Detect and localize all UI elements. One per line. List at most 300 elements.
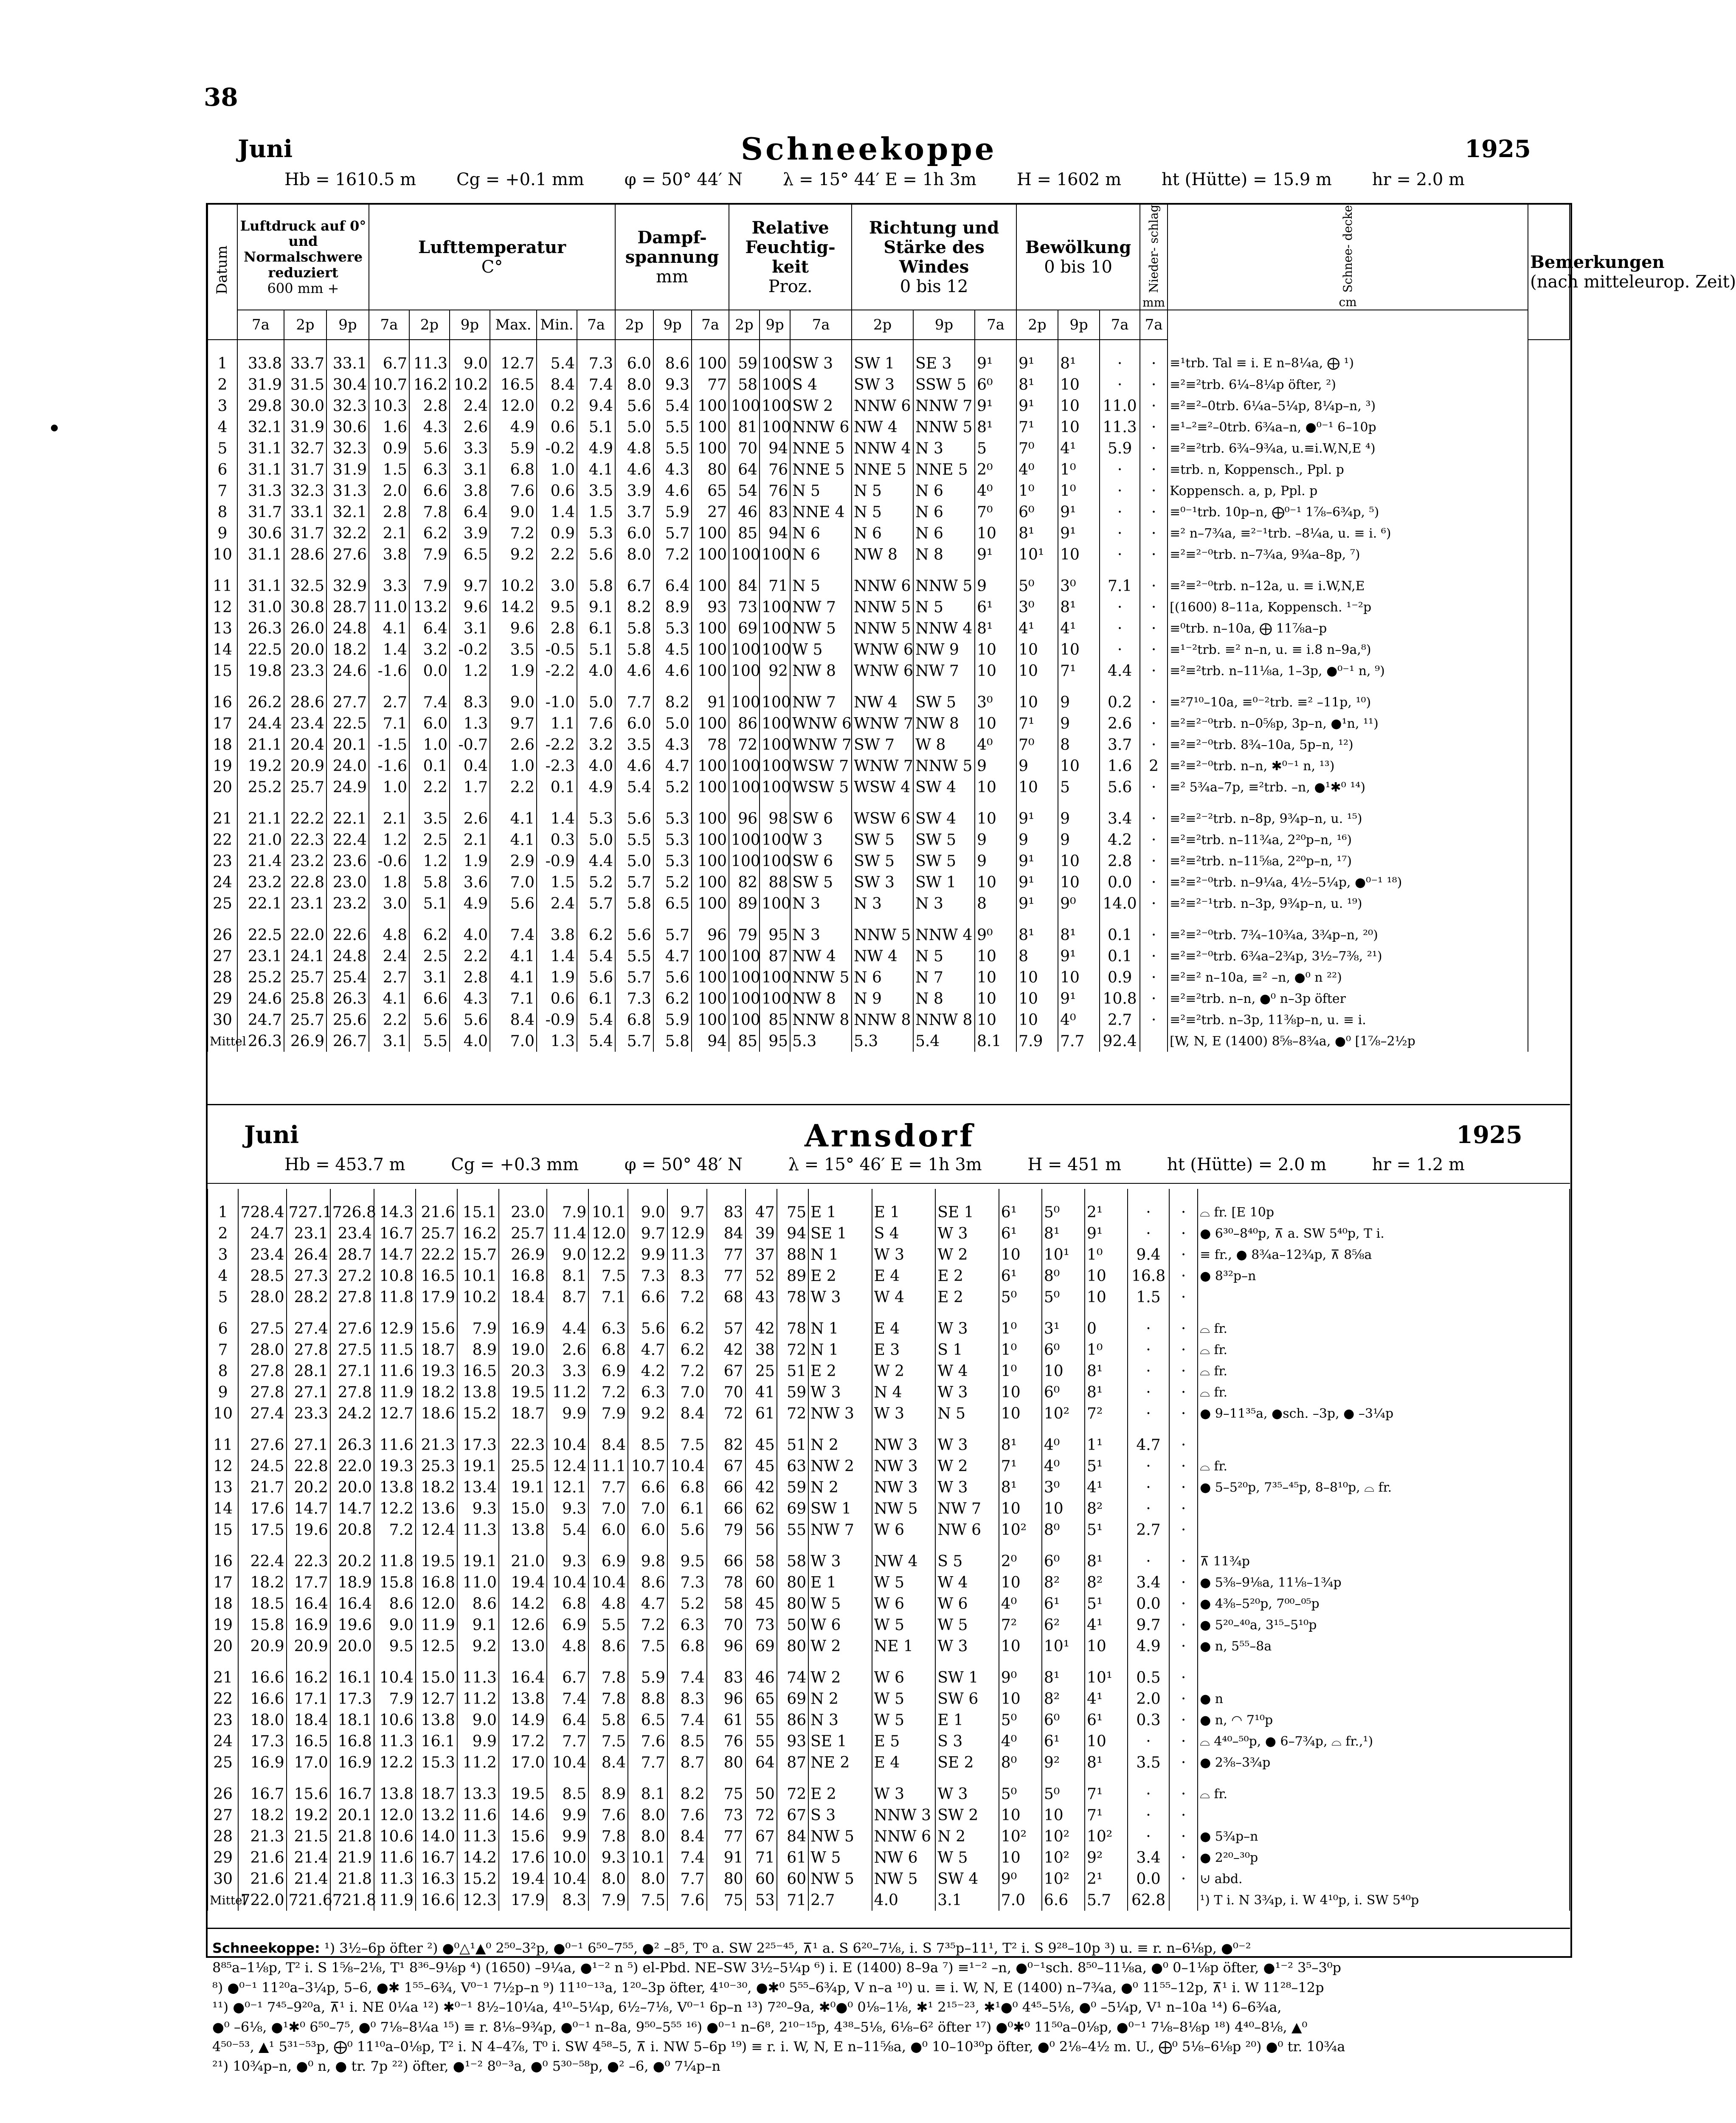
value-cell: 9⁰ (975, 924, 1016, 946)
value-cell: · (1140, 946, 1168, 967)
value-cell: 100 (729, 755, 760, 777)
value-cell: · (1100, 639, 1140, 660)
value-cell: 10.4 (547, 1752, 588, 1773)
date-cell: 7 (208, 480, 237, 501)
value-cell: 17.9 (499, 1889, 547, 1911)
value-cell: 16.4 (499, 1667, 547, 1688)
remark-cell: ≡²≡²⁻¹trb. n–3p, 9¾p–n, u. ¹⁹) (1168, 893, 1528, 914)
value-cell: 6.8 (615, 1009, 653, 1031)
value-cell: 21.3 (238, 1826, 286, 1847)
value-cell: 7⁰ (975, 501, 1016, 523)
value-cell: 2.1 (369, 808, 409, 829)
remark-cell: ● 8³²p–n (1198, 1265, 1570, 1287)
value-cell: -0.2 (450, 639, 490, 660)
value-cell: SE 1 (935, 1189, 999, 1223)
value-cell: 9.9 (628, 1244, 667, 1265)
value-cell: 14.2 (457, 1847, 499, 1868)
value-cell: 32.3 (284, 480, 326, 501)
value-cell: 85 (760, 1009, 790, 1031)
value-cell: 5.6 (615, 924, 653, 946)
value-cell: 4.8 (547, 1636, 588, 1657)
value-cell: 8.6 (457, 1593, 499, 1614)
value-cell: 11.8 (374, 1551, 416, 1572)
value-cell: 4.1 (490, 829, 537, 850)
value-cell: 42 (707, 1339, 746, 1360)
value-cell: 26.4 (287, 1244, 330, 1265)
value-cell: 22.2 (284, 808, 326, 829)
value-cell: 9 (975, 829, 1016, 850)
value-cell: · (1128, 1551, 1169, 1572)
value-cell: 10² (1042, 1868, 1085, 1889)
remark-cell: ≡²≡²trb. n–11⅛a, 1–3p, ●⁰⁻¹ n, ⁹) (1168, 660, 1528, 681)
value-cell: 18.7 (416, 1339, 457, 1360)
value-cell: 4.8 (369, 924, 409, 946)
value-cell: 9.5 (667, 1551, 707, 1572)
mean-row (208, 1889, 1570, 1911)
value-cell: 8¹ (1042, 1223, 1085, 1244)
value-cell: 59 (777, 1477, 808, 1498)
value-cell: 16.2 (457, 1223, 499, 1244)
value-cell: 45 (746, 1434, 777, 1456)
remark-cell: ⌓ fr. (1198, 1456, 1570, 1477)
value-cell: 9.4 (1128, 1244, 1169, 1265)
value-cell: 5.7 (577, 893, 615, 914)
param-hr: hr = 2.0 m (1372, 170, 1465, 189)
value-cell: 2.9 (490, 850, 537, 872)
value-cell: 60 (746, 1868, 777, 1889)
value-cell: 5.5 (653, 438, 692, 459)
value-cell: NNW 8 (913, 1009, 975, 1031)
value-cell: 25.5 (499, 1456, 547, 1477)
value-cell: 5.5 (409, 1031, 450, 1052)
value-cell: 24.2 (330, 1403, 374, 1424)
arnsdorf-rows (208, 1189, 1570, 1911)
value-cell: 63 (777, 1456, 808, 1477)
value-cell: E 3 (872, 1339, 936, 1360)
value-cell: 4.7 (653, 755, 692, 777)
day-row (208, 755, 1570, 777)
value-cell: 89 (777, 1265, 808, 1287)
value-cell: 8¹ (1085, 1752, 1128, 1773)
value-cell: 50 (777, 1614, 808, 1636)
value-cell: · (1169, 1382, 1198, 1403)
value-cell: 2.1 (450, 829, 490, 850)
value-cell: 100 (760, 374, 790, 395)
value-cell: 27.2 (330, 1265, 374, 1287)
value-cell: 100 (692, 523, 729, 544)
value-cell: 5.8 (588, 1709, 628, 1731)
date-cell: 4 (208, 1265, 238, 1287)
value-cell: 21.4 (237, 850, 284, 872)
value-cell: 7⁰ (1016, 438, 1058, 459)
value-cell: 4.9 (577, 438, 615, 459)
date-cell: Mittel (208, 1031, 237, 1052)
value-cell: 31.1 (237, 438, 284, 459)
value-cell: 84 (707, 1223, 746, 1244)
sub-2p: 2p (1016, 310, 1058, 340)
value-cell: 96 (707, 1688, 746, 1709)
param-phi: φ = 50° 44′ N (624, 170, 743, 189)
value-cell: 5.2 (667, 1593, 707, 1614)
value-cell: 20.9 (287, 1636, 330, 1657)
value-cell: 42 (746, 1477, 777, 1498)
remark-cell (1198, 1498, 1570, 1519)
value-cell: 4.9 (450, 893, 490, 914)
value-cell: 27.8 (287, 1339, 330, 1360)
day-row (208, 1783, 1570, 1805)
value-cell: NW 4 (790, 946, 852, 967)
value-cell: SSW 5 (913, 374, 975, 395)
value-cell: N 3 (808, 1709, 872, 1731)
value-cell: 8.7 (547, 1287, 588, 1308)
value-cell: 38 (746, 1339, 777, 1360)
remark-cell: ≡²≡² n–10a, ≡² –n, ●⁰ n ²²) (1168, 967, 1528, 988)
value-cell: 4.2 (628, 1360, 667, 1382)
day-row (208, 575, 1570, 597)
remark-cell: ≡²≡²⁻²trb. n–8p, 9¾p–n, u. ¹⁵) (1168, 808, 1528, 829)
value-cell: 6.8 (588, 1339, 628, 1360)
value-cell: 10 (975, 967, 1016, 988)
value-cell: 29.8 (237, 395, 284, 417)
value-cell: 14.7 (374, 1244, 416, 1265)
value-cell: 27.1 (287, 1434, 330, 1456)
value-cell: 27.8 (238, 1382, 286, 1403)
value-cell: 67 (746, 1826, 777, 1847)
value-cell: 71 (746, 1847, 777, 1868)
value-cell: 100 (692, 808, 729, 829)
station2-year: 1925 (1456, 1121, 1522, 1149)
value-cell: SW 1 (935, 1667, 999, 1688)
value-cell: W 3 (935, 1636, 999, 1657)
value-cell: 7.9 (409, 544, 450, 565)
value-cell: · (1128, 1826, 1169, 1847)
value-cell: 10.1 (588, 1189, 628, 1223)
value-cell: 16.7 (416, 1847, 457, 1868)
value-cell: 10 (999, 1403, 1042, 1424)
value-cell: 73 (729, 597, 760, 618)
value-cell: · (1140, 734, 1168, 755)
date-cell: 5 (208, 1287, 238, 1308)
value-cell: 25.7 (416, 1223, 457, 1244)
value-cell: 80 (692, 459, 729, 480)
footnote-line: ⁸) ●⁰⁻¹ 11²⁰a–3¼p, 5–6, ●✱ 1⁵⁵–6¾, V⁰⁻¹ 7½p–n ⁹) 11¹⁰⁻¹³a, 1²⁰–3p öfter, 4¹⁰⁻³⁰, ●✱⁰ 5⁵⁵–6¾p, V n–a ¹⁰) u. ≡ i. W, N, E (1400) n–7¾a, ●⁰ 11⁵⁵–12p, ⊼¹ i. W 11²⁸–12p (212, 1979, 1324, 1996)
value-cell (1169, 1889, 1198, 1911)
value-cell: 3.5 (490, 639, 537, 660)
value-cell: 8⁰ (1042, 1519, 1085, 1540)
value-cell: 3⁰ (1058, 575, 1100, 597)
value-cell: 20.1 (326, 734, 369, 755)
value-cell: S 3 (935, 1731, 999, 1752)
value-cell: 8⁰ (999, 1752, 1042, 1773)
value-cell: 10.2 (457, 1287, 499, 1308)
value-cell: 9 (1016, 829, 1058, 850)
value-cell: 2.4 (369, 946, 409, 967)
value-cell: 12.0 (416, 1593, 457, 1614)
value-cell: 7¹ (1085, 1805, 1128, 1826)
value-cell: 7.4 (667, 1847, 707, 1868)
value-cell: 16.1 (416, 1731, 457, 1752)
value-cell: 31.3 (326, 480, 369, 501)
value-cell: 19.3 (416, 1360, 457, 1382)
date-cell: 13 (208, 1477, 238, 1498)
value-cell: 1.9 (450, 850, 490, 872)
footnote-line: ¹) 3½–6p öfter ²) ●⁰△¹▲⁰ 2⁵⁰–3²p, ●⁰⁻¹ 6⁵⁰–7⁵⁵, ●² –8⁵, T⁰ a. SW 2²⁵⁻⁴⁵, ⊼¹ a. S 6²⁰–7⅛, i. S 7³⁵p–11¹, T² i. S 9²⁸–10p ³) u. ≡ r. n–6⅛p, ●⁰⁻² (324, 1940, 1251, 1956)
value-cell: 0.4 (450, 755, 490, 777)
value-cell: 6.2 (409, 924, 450, 946)
value-cell: 86 (777, 1709, 808, 1731)
value-cell: 10.6 (374, 1826, 416, 1847)
value-cell: · (1100, 501, 1140, 523)
value-cell: 100 (760, 597, 790, 618)
value-cell: 16.7 (238, 1783, 286, 1805)
remark-cell: ≡² 5¾a–7p, ≡²trb. –n, ●¹✱⁰ ¹⁴) (1168, 777, 1528, 798)
remark-cell: ≡²≡²trb. n–11¾a, 2²⁰p–n, ¹⁶) (1168, 829, 1528, 850)
value-cell: W 5 (808, 1847, 872, 1868)
value-cell: 5.7 (615, 872, 653, 893)
value-cell: 6.9 (547, 1614, 588, 1636)
value-cell: 19.1 (457, 1551, 499, 1572)
value-cell: 1.3 (537, 1031, 577, 1052)
remark-cell (1198, 1434, 1570, 1456)
value-cell: N 6 (913, 501, 975, 523)
value-cell: W 5 (790, 639, 852, 660)
value-cell: 25.6 (326, 1009, 369, 1031)
value-cell: 100 (760, 967, 790, 988)
value-cell: 6.3 (409, 459, 450, 480)
value-cell: 54 (729, 480, 760, 501)
value-cell: 4.6 (653, 480, 692, 501)
value-cell: 100 (760, 893, 790, 914)
date-cell: 10 (208, 1403, 238, 1424)
row-spacer (208, 1540, 1570, 1551)
value-cell: 22.8 (287, 1456, 330, 1477)
value-cell: 7.9 (588, 1889, 628, 1911)
sub-min: Min. (537, 310, 577, 340)
row-spacer (208, 1657, 1570, 1667)
value-cell: 22.3 (284, 829, 326, 850)
value-cell: N 8 (913, 544, 975, 565)
value-cell: 3.0 (369, 893, 409, 914)
header-bem: Bemerkungen (1530, 252, 1665, 272)
value-cell: 91 (707, 1847, 746, 1868)
value-cell: 16.2 (409, 374, 450, 395)
value-cell: 6.6 (409, 480, 450, 501)
value-cell: 3.1 (450, 618, 490, 639)
value-cell: 100 (692, 340, 729, 374)
value-cell: 2.5 (409, 829, 450, 850)
value-cell: 68 (707, 1287, 746, 1308)
value-cell: 1.1 (537, 713, 577, 734)
value-cell: W 2 (935, 1456, 999, 1477)
value-cell: W 3 (872, 1403, 936, 1424)
value-cell: 7.8 (409, 501, 450, 523)
value-cell: 2.2 (409, 777, 450, 798)
value-cell: SW 7 (852, 734, 913, 755)
value-cell: 0.1 (409, 755, 450, 777)
value-cell: 19.3 (374, 1456, 416, 1477)
param-h: H = 1602 m (1016, 170, 1122, 189)
sub-7a: 7a (369, 310, 409, 340)
value-cell: 23.1 (284, 893, 326, 914)
station1-year: 1925 (1465, 135, 1531, 163)
value-cell: 726.8 (330, 1189, 374, 1223)
value-cell: W 6 (872, 1593, 936, 1614)
value-cell: 10 (1042, 1805, 1085, 1826)
value-cell: 10 (1085, 1731, 1128, 1752)
remark-cell: ⊍ abd. (1198, 1868, 1570, 1889)
value-cell: NNW 5 (852, 924, 913, 946)
param-cg: Cg = +0.3 mm (451, 1155, 579, 1174)
header-schnee: Schnee- decke (1340, 205, 1355, 293)
value-cell: 16.2 (287, 1667, 330, 1688)
value-cell: 78 (777, 1318, 808, 1339)
value-cell: E 4 (872, 1318, 936, 1339)
value-cell: 17.2 (499, 1731, 547, 1752)
value-cell: 2.7 (1100, 1009, 1140, 1031)
value-cell: 7.4 (667, 1667, 707, 1688)
value-cell: -0.9 (537, 1009, 577, 1031)
day-row (208, 1614, 1570, 1636)
value-cell: 14.7 (330, 1498, 374, 1519)
value-cell: 10 (975, 946, 1016, 967)
day-row (208, 1189, 1570, 1223)
value-cell: 27.5 (238, 1318, 286, 1339)
day-row (208, 1477, 1570, 1498)
value-cell: 1.5 (577, 501, 615, 523)
value-cell: SE 3 (913, 340, 975, 374)
value-cell: 18.0 (238, 1709, 286, 1731)
value-cell: 3.7 (1100, 734, 1140, 755)
value-cell: 10 (1058, 872, 1100, 893)
value-cell: 5.0 (577, 829, 615, 850)
value-cell: 7.2 (588, 1382, 628, 1403)
date-cell: 21 (208, 808, 237, 829)
value-cell: 28.6 (284, 544, 326, 565)
value-cell: · (1140, 395, 1168, 417)
param-hr: hr = 1.2 m (1372, 1155, 1465, 1174)
value-cell: 7.0 (667, 1382, 707, 1403)
value-cell: 11.6 (374, 1360, 416, 1382)
value-cell: 32.7 (284, 438, 326, 459)
value-cell: · (1140, 988, 1168, 1009)
value-cell: 4.7 (653, 946, 692, 967)
value-cell: 72 (746, 1805, 777, 1826)
header-datum: Datum (214, 245, 231, 295)
value-cell: 10 (999, 1382, 1042, 1403)
value-cell: NW 5 (808, 1826, 872, 1847)
date-cell: 14 (208, 1498, 238, 1519)
value-cell: 3.5 (409, 808, 450, 829)
value-cell: 21.4 (287, 1847, 330, 1868)
value-cell: 31.7 (284, 459, 326, 480)
value-cell: 5.9 (653, 1009, 692, 1031)
value-cell: 9¹ (1016, 340, 1058, 374)
day-row (208, 1551, 1570, 1572)
param-lambda: λ = 15° 44′ E = 1h 3m (782, 170, 976, 189)
value-cell: 94 (777, 1223, 808, 1244)
value-cell: · (1169, 1244, 1198, 1265)
remark-cell: ● 5¾p–n (1198, 1826, 1570, 1847)
value-cell: N 3 (913, 438, 975, 459)
value-cell: 72 (777, 1403, 808, 1424)
value-cell: 8¹ (1042, 1667, 1085, 1688)
value-cell: · (1128, 1456, 1169, 1477)
remark-cell: ● 2²⁰–³⁰p (1198, 1847, 1570, 1868)
value-cell: SW 3 (852, 872, 913, 893)
value-cell: -0.6 (369, 850, 409, 872)
param-h: H = 451 m (1027, 1155, 1122, 1174)
value-cell: 8⁰ (1042, 1265, 1085, 1287)
value-cell: SW 5 (913, 692, 975, 713)
value-cell: 8 (975, 893, 1016, 914)
value-cell: 32.1 (237, 417, 284, 438)
value-cell: SW 2 (790, 395, 852, 417)
value-cell: 14.0 (416, 1826, 457, 1847)
value-cell: 86 (729, 713, 760, 734)
value-cell: · (1169, 1223, 1198, 1244)
value-cell: 41 (746, 1382, 777, 1403)
value-cell: 9.2 (490, 544, 537, 565)
remark-cell: ≡²≡²trb. 6¾–9¾a, u.≡i.W,N,E ⁴) (1168, 438, 1528, 459)
value-cell: 17.1 (287, 1688, 330, 1709)
value-cell: 52 (746, 1265, 777, 1287)
value-cell: NNE 4 (790, 501, 852, 523)
value-cell: 9.3 (547, 1551, 588, 1572)
value-cell: N 6 (790, 544, 852, 565)
value-cell: 12.0 (490, 395, 537, 417)
value-cell: 1.0 (537, 459, 577, 480)
value-cell: 7.3 (615, 988, 653, 1009)
value-cell: 17.3 (238, 1731, 286, 1752)
value-cell: 23.4 (330, 1223, 374, 1244)
value-cell: 75 (707, 1889, 746, 1911)
value-cell: 7.5 (588, 1265, 628, 1287)
value-cell: E 2 (935, 1265, 999, 1287)
value-cell: 18.7 (499, 1403, 547, 1424)
value-cell: 6.1 (577, 988, 615, 1009)
value-cell: W 5 (872, 1572, 936, 1593)
value-cell: 6.0 (628, 1519, 667, 1540)
date-cell: 4 (208, 417, 237, 438)
value-cell: NW 2 (808, 1456, 872, 1477)
value-cell: NNW 5 (913, 755, 975, 777)
day-row (208, 872, 1570, 893)
value-cell: 10² (1085, 1826, 1128, 1847)
day-row (208, 480, 1570, 501)
value-cell: 6.0 (409, 713, 450, 734)
day-row (208, 1688, 1570, 1709)
value-cell: NW 5 (790, 618, 852, 639)
value-cell: 8.2 (667, 1783, 707, 1805)
value-cell: 1.5 (537, 872, 577, 893)
value-cell: 11.3 (409, 340, 450, 374)
value-cell: 2.0 (1128, 1688, 1169, 1709)
value-cell: 25.2 (237, 777, 284, 798)
header-bew: Bewölkung (1025, 237, 1131, 257)
value-cell: 12.0 (588, 1223, 628, 1244)
value-cell: 8.3 (547, 1889, 588, 1911)
value-cell: 26.3 (326, 988, 369, 1009)
value-cell: 87 (760, 946, 790, 967)
section2-rule (207, 1183, 1570, 1184)
value-cell: 10.4 (588, 1572, 628, 1593)
value-cell: 2.6 (450, 417, 490, 438)
value-cell: 10.1 (628, 1847, 667, 1868)
value-cell: 4.6 (615, 459, 653, 480)
value-cell: 16.9 (330, 1752, 374, 1773)
value-cell: 1.7 (450, 777, 490, 798)
date-cell: Mittel (208, 1889, 238, 1911)
